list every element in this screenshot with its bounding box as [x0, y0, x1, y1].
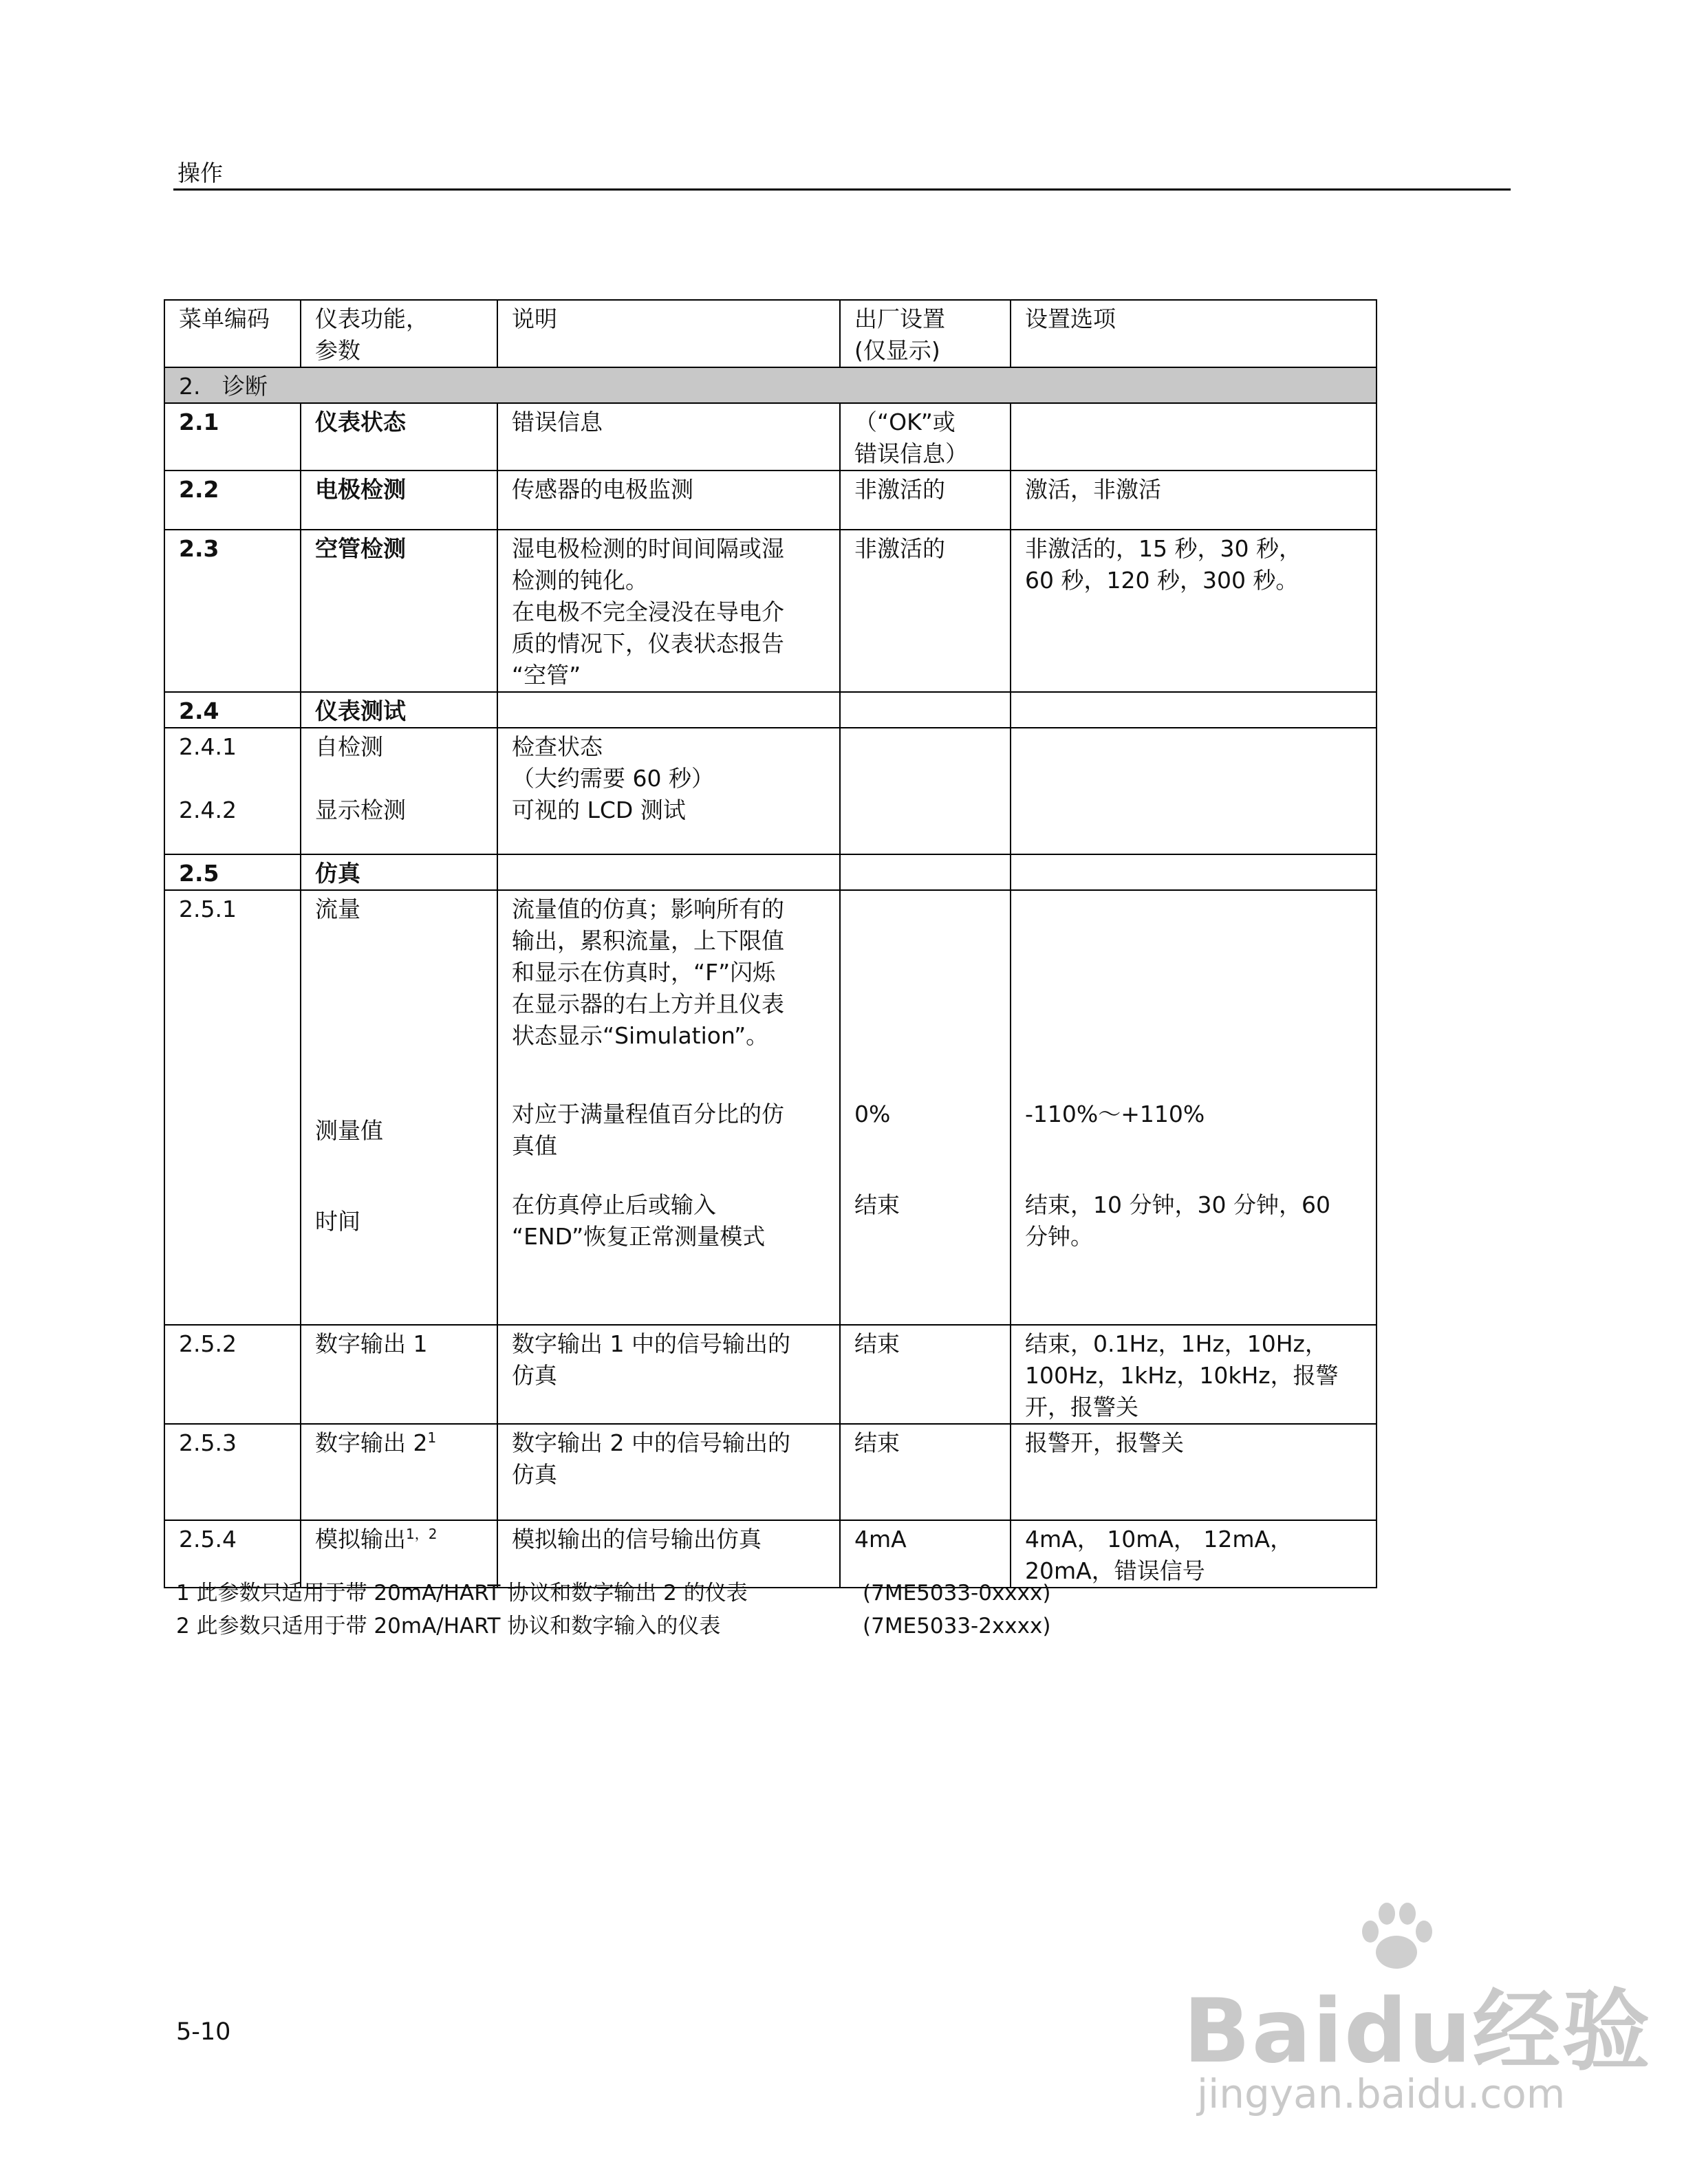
row-function: 仿真	[301, 854, 497, 890]
func-self-test: 自检测	[315, 733, 383, 760]
table-row	[164, 530, 1377, 692]
row-options: 非激活的，15 秒，30 秒， 60 秒，120 秒，300 秒。	[1011, 530, 1377, 692]
table-row	[164, 854, 1377, 890]
row-options: 激活，非激活	[1011, 471, 1377, 530]
row-options	[1011, 692, 1377, 728]
footnote-ref: 1	[427, 1429, 437, 1446]
row-code: 2.1	[164, 403, 301, 471]
row-code: 2.3	[164, 530, 301, 692]
row-options	[1011, 890, 1377, 1325]
row-function: 仪表测试	[301, 692, 497, 728]
row-function: 空管检测	[301, 530, 497, 692]
row-options: 报警开，报警关	[1011, 1424, 1377, 1520]
row-function: 电极检测	[301, 471, 497, 530]
row-function: 仪表状态	[301, 403, 497, 471]
row-function: 数字输出 1	[301, 1325, 497, 1424]
watermark	[1183, 1899, 1652, 2132]
row-description	[497, 728, 840, 854]
factory-measured-value: 0%	[854, 1101, 891, 1127]
row-description: 传感器的电极监测	[497, 471, 840, 530]
table-row	[164, 692, 1377, 728]
code-2-4-1: 2.4.1	[179, 733, 237, 760]
options-measured-value: -110%～+110%	[1025, 1101, 1205, 1127]
table-header-row	[164, 300, 1377, 367]
row-code: 2.4	[164, 692, 301, 728]
func-analog-output: 模拟输出	[315, 1526, 406, 1553]
desc-self-test: 检查状态 （大约需要 60 秒）	[512, 733, 714, 792]
section-title: 2. 诊断	[164, 367, 1377, 403]
header-options: 设置选项	[1011, 300, 1377, 367]
row-function	[301, 1424, 497, 1520]
row-description	[497, 692, 840, 728]
table-row	[164, 1325, 1377, 1424]
section-row-diagnostics	[164, 367, 1377, 403]
row-code: 2.5	[164, 854, 301, 890]
row-description: 模拟输出的信号输出仿真	[497, 1520, 840, 1588]
func-flow: 流量	[315, 896, 360, 922]
watermark-brand: Baidu经验	[1183, 1980, 1652, 2083]
row-factory: 结束	[840, 1325, 1011, 1424]
code-2-4-2: 2.4.2	[179, 797, 237, 823]
desc-display-test: 可视的 LCD 测试	[512, 797, 686, 823]
page-header-title: 操作	[177, 160, 223, 186]
row-options	[1011, 854, 1377, 890]
header-code: 菜单编码	[164, 300, 301, 367]
row-function	[301, 890, 497, 1325]
row-description: 数字输出 1 中的信号输出的 仿真	[497, 1325, 840, 1424]
table-row	[164, 728, 1377, 854]
table-row	[164, 1424, 1377, 1520]
func-digital-output-2: 数字输出 2	[315, 1429, 428, 1456]
header-rule	[173, 188, 1511, 191]
desc-measured-value: 对应于满量程值百分比的仿 真值	[512, 1101, 784, 1159]
table-row	[164, 890, 1377, 1325]
row-factory: （“OK”或 错误信息）	[840, 403, 1011, 471]
row-description	[497, 854, 840, 890]
options-time: 结束，10 分钟，30 分钟，60 分钟。	[1025, 1191, 1330, 1250]
menu-table	[164, 299, 1377, 1588]
table-row	[164, 403, 1377, 471]
func-display-test: 显示检测	[315, 797, 406, 823]
footnote-2	[176, 1610, 1051, 1643]
row-factory: 非激活的	[840, 471, 1011, 530]
desc-flow: 流量值的仿真；影响所有的 输出，累积流量，上下限值 和显示在仿真时，“F”闪烁 在显示器的右上方并且仪表 状态显示“Simulation”。	[512, 896, 784, 1049]
footnote-text: 1 此参数只适用于带 20mA/HART 协议和数字输出 2 的仪表	[176, 1581, 748, 1605]
row-options: 4mA， 10mA， 12mA， 20mA，错误信号	[1011, 1520, 1377, 1588]
row-description: 错误信息	[497, 403, 840, 471]
footnote-order-code: (7ME5033-0xxxx)	[863, 1581, 1051, 1605]
row-description: 数字输出 2 中的信号输出的 仿真	[497, 1424, 840, 1520]
row-factory: 结束	[840, 1424, 1011, 1520]
row-factory	[840, 854, 1011, 890]
factory-time: 结束	[854, 1191, 900, 1218]
footnotes	[176, 1577, 1051, 1643]
footnote-ref: 1，2	[406, 1526, 438, 1542]
watermark-url: jingyan.baidu.com	[1197, 2071, 1566, 2117]
header-description: 说明	[497, 300, 840, 367]
footnote-order-code: (7ME5033-2xxxx)	[863, 1614, 1051, 1639]
footnote-text: 2 此参数只适用于带 20mA/HART 协议和数字输入的仪表	[176, 1614, 721, 1639]
row-code: 2.5.2	[164, 1325, 301, 1424]
row-function	[301, 728, 497, 854]
row-factory	[840, 890, 1011, 1325]
header-function: 仪表功能， 参数	[301, 300, 497, 367]
row-options	[1011, 403, 1377, 471]
row-code: 2.2	[164, 471, 301, 530]
footnote-1	[176, 1577, 1051, 1610]
row-code: 2.5.3	[164, 1424, 301, 1520]
row-description	[497, 890, 840, 1325]
desc-time: 在仿真停止后或输入 “END”恢复正常测量模式	[512, 1191, 766, 1250]
row-description: 湿电极检测的时间间隔或湿 检测的钝化。 在电极不完全浸没在导电介 质的情况下，仪表状态报告 “空管”	[497, 530, 840, 692]
row-options	[1011, 728, 1377, 854]
row-factory: 4mA	[840, 1520, 1011, 1588]
row-options: 结束，0.1Hz，1Hz，10Hz， 100Hz，1kHz，10kHz，报警 开，报警关	[1011, 1325, 1377, 1424]
page-number: 5-10	[176, 2018, 231, 2046]
row-factory: 非激活的	[840, 530, 1011, 692]
func-measured-value: 测量值	[315, 1117, 383, 1144]
row-code	[164, 728, 301, 854]
row-code: 2.5.1	[164, 890, 301, 1325]
table-row	[164, 471, 1377, 530]
row-factory	[840, 728, 1011, 854]
header-factory: 出厂设置 (仅显示)	[840, 300, 1011, 367]
row-factory	[840, 692, 1011, 728]
func-time: 时间	[315, 1208, 360, 1235]
row-code: 2.5.4	[164, 1520, 301, 1588]
